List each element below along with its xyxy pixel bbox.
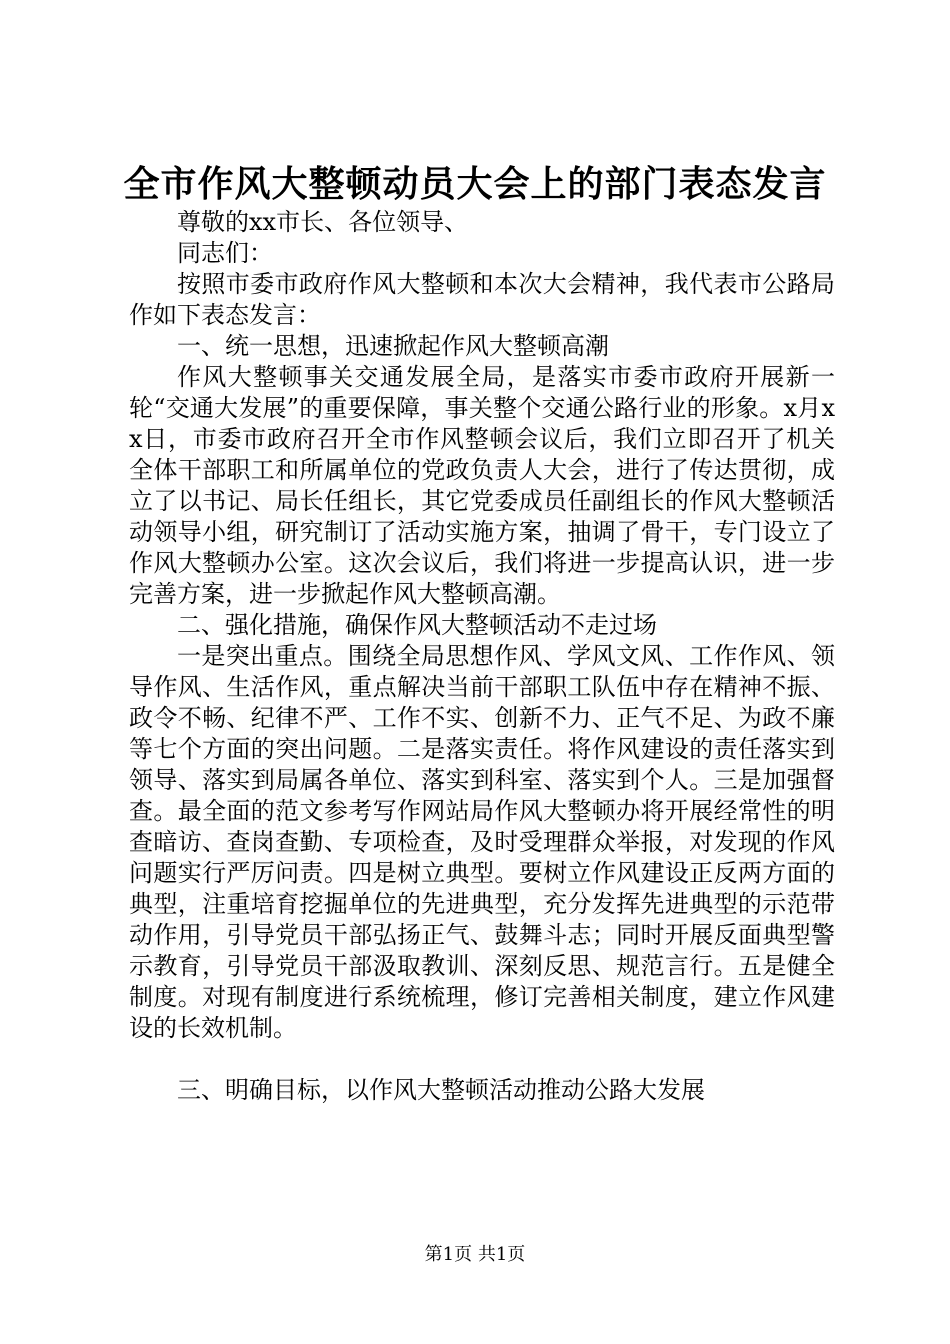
document-body [129,207,835,1106]
section-heading: 二、强化措施，确保作风大整顿活动不走过场 [177,611,657,639]
page-footer: 第1页 共1页 [424,1244,526,1265]
salutation-line: 同志们： [177,239,273,267]
body-paragraph: 作风大整顿事关交通发展全局，是落实市委市政府开展新一轮“交通大发展”的重要保障，事关整个交通公路行业的形象。x月xx日，市委市政府召开全市作风整顿会议后，我们立即召开了机关全体干部职工和所属单位的党政负责人大会，进行了传达贯彻，成立了以书记、局长任组长，其它党委成员任副组长的作风大整顿活动领导小组，研究制订了活动实施方案，抽调了骨干，专门设立了作风大整顿办公室。这次会议后，我们将进一步提高认识，进一步完善方案，进一步掀起作风大整顿高潮。 [129,363,835,608]
salutation-line: 尊敬的xx市长、各位领导、 [177,208,469,236]
section-heading: 一、统一思想，迅速掀起作风大整顿高潮 [177,332,609,360]
section-heading: 三、明确目标，以作风大整顿活动推动公路大发展 [177,1076,705,1104]
body-paragraph: 按照市委市政府作风大整顿和本次大会精神，我代表市公路局作如下表态发言： [129,270,835,329]
document-title: 全市作风大整顿动员大会上的部门表态发言 [123,163,827,205]
body-paragraph: 一是突出重点。围绕全局思想作风、学风文风、工作作风、领导作风、生活作风，重点解决当前干部职工队伍中存在精神不振、政令不畅、纪律不严、工作不实、创新不力、正气不足、为政不廉等七个方面的突出问题。二是落实责任。将作风建设的责任落实到领导、落实到局属各单位、落实到科室、落实到个人。三是加强督查。最全面的范文参考写作网站局作风大整顿办将开展经常性的明查暗访、查岗查勤、专项检查，及时受理群众举报，对发现的作风问题实行严厉问责。四是树立典型。要树立作风建设正反两方面的典型，注重培育挖掘单位的先进典型，充分发挥先进典型的示范带动作用，引导党员干部弘扬正气、鼓舞斗志；同时开展反面典型警示教育，引导党员干部汲取教训、深刻反思、规范言行。五是健全制度。对现有制度进行系统梳理，修订完善相关制度，建立作风建设的长效机制。 [129,642,835,1042]
